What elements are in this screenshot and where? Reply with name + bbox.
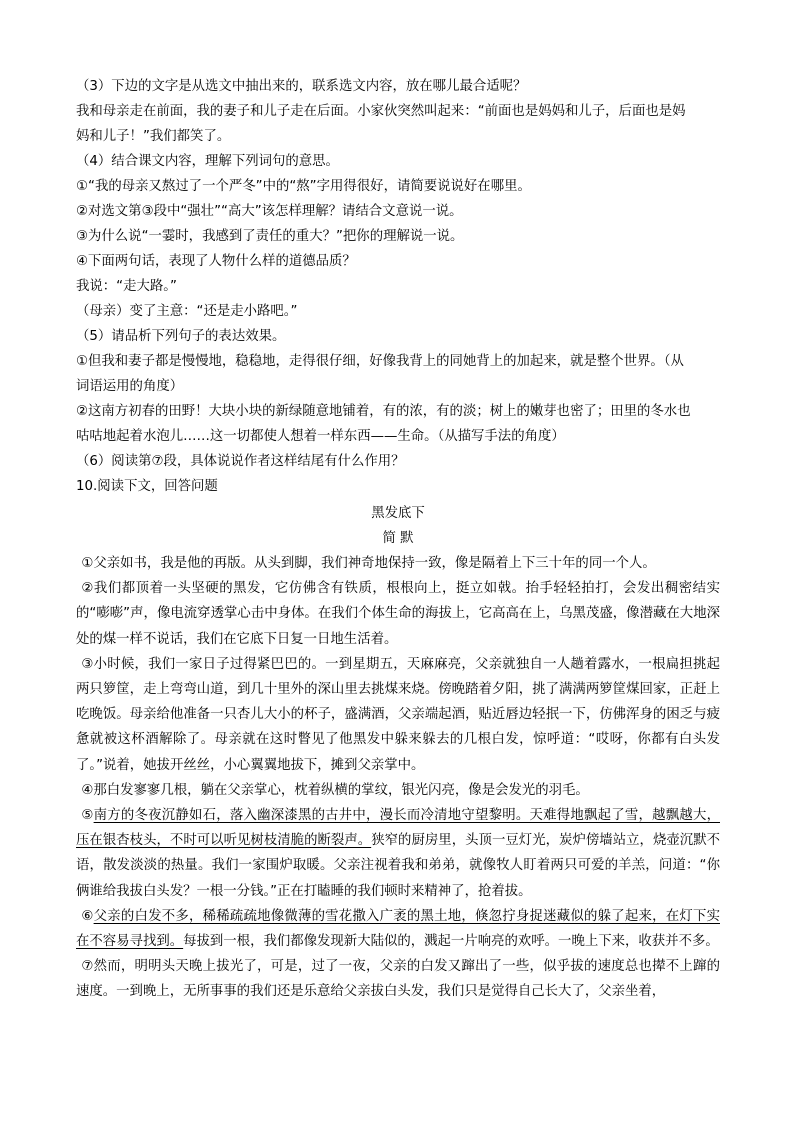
question-line: ②对选文第③段中“强壮”“高大”该怎样理解？请结合文意说一说。 bbox=[76, 204, 463, 219]
question-line: ③为什么说“一霎时，我感到了责任的重大？”把你的理解说一说。 bbox=[76, 229, 464, 244]
question-line: （4）结合课文内容，理解下列词句的意思。 bbox=[76, 154, 339, 169]
article-paragraph-1: ①父亲如书，我是他的再版。从头到脚，我们神奇地保持一致，像是隔着上下三十年的同一个人。 bbox=[81, 556, 656, 571]
article-paragraph-2: ②我们都顶着一头坚硬的黑发，它仿佛含有铁质，根根向上，挺立如戟。抬手轻轻拍打，会发出稠密结实的“嘭嘭”声，像电流穿透掌心击中身体。在我们个体生命的海拔上，它高高在上，乌黑茂盛，像潜藏在大地深处的煤一样不说话，我们在它底下日复一日地生活着。 bbox=[76, 581, 720, 647]
question-line: （5）请品析下列句子的表达效果。 bbox=[76, 329, 286, 344]
question-line: （3）下边的文字是从选文中抽出来的，联系选文内容，放在哪儿最合适呢？ bbox=[76, 79, 527, 94]
question-line: （6）阅读第⑦段，具体说说作者这样结尾有什么作用？ bbox=[76, 454, 405, 469]
question-line: 词语运用的角度） bbox=[76, 379, 184, 394]
question-line: 我和母亲走在前面，我的妻子和儿子走在后面。小家伙突然叫起来：“前面也是妈妈和儿子，后面也是妈 bbox=[76, 104, 686, 119]
question-line: （母亲）变了主意：“还是走小路吧。” bbox=[76, 304, 298, 319]
question-line: ④下面两句话，表现了人物什么样的道德品质？ bbox=[76, 254, 356, 269]
question-line: 我说：“走大路。” bbox=[76, 279, 177, 294]
article-paragraph-3: ③小时候，我们一家日子过得紧巴巴的。一到星期五，天麻麻亮，父亲就独自一人趟着露水，一根扁担挑起两只箩筐，走上弯弯山道，到几十里外的深山里去挑煤来烧。傍晚踏着夕阳，挑了满满两箩筐煤回家，正赶上吃晚饭。母亲给他准备一只杏儿大小的杯子，盛满酒，父亲端起酒，贴近唇边轻抿一下，仿佛浑身的困乏与疲惫就被这杯酒解除了。母亲就在这时瞥见了他黑发中躲来躲去的几根白发，惊呼道：“哎呀，你都有白头发了。”说着，她拔开丝丝，小心翼翼地拔下，摊到父亲掌中。 bbox=[76, 656, 720, 773]
underlined-sentence-5: 南方的冬夜沉静如石，落入幽深漆黑的古井中，漫长而冷清地守望黎明。天难得地飘起了雪，越飘越大，压在银杏枝头，不时可以听见树枝清脆的断裂声。 bbox=[76, 808, 720, 849]
question-line: 10.阅读下文，回答问题 bbox=[76, 479, 218, 494]
paragraph-number: ⑥ bbox=[81, 908, 94, 924]
question-line: ①但我和妻子都是慢慢地，稳稳地，走得很仔细，好像我背上的同她背上的加起来，就是整个世界。（从 bbox=[76, 354, 684, 369]
question-line: 咕咕地起着水泡儿……这一切都使人想着一样东西——生命。（从描写手法的角度） bbox=[76, 429, 565, 444]
question-line: 妈和儿子！”我们都笑了。 bbox=[76, 129, 231, 144]
article-paragraph-5 bbox=[76, 803, 720, 904]
question-list bbox=[76, 74, 720, 499]
document-page bbox=[76, 74, 720, 1005]
question-line: ②这南方初春的田野！大块小块的新绿随意地铺着，有的浓，有的淡；树上的嫩芽也密了；田里的冬水也 bbox=[76, 404, 691, 419]
paragraph-5-rest: 狭窄的厨房里，头顶一豆灯光，炭炉傍墙站立，烧壶沉默不语，散发淡淡的热量。我们一家围炉取暖。父亲注视着我和弟弟，就像牧人盯着两只可爱的羊羔，问道：“你俩谁给我拔白头发？一根一分钱。”正在打瞌睡的我们顿时来精神了，抢着拔。 bbox=[76, 833, 721, 899]
paragraph-6-rest: 每拔到一根，我们都像发现新大陆似的，溅起一片响亮的欢呼。一晚上下来，收获并不多。 bbox=[183, 934, 719, 950]
article-author: 简 默 bbox=[382, 531, 414, 546]
paragraph-number: ⑤ bbox=[81, 808, 94, 824]
article-paragraph-7: ⑦然而，明明头天晚上拔光了，可是，过了一夜，父亲的白发又蹿出了一些，似乎拔的速度总也撵不上蹿的速度。一到晚上，无所事事的我们还是乐意给父亲拔白头发，我们只是觉得自己长大了，父亲坐着， bbox=[76, 959, 720, 1000]
article-paragraph-6 bbox=[76, 904, 720, 954]
article-title: 黑发底下 bbox=[371, 506, 425, 521]
article-paragraph-4: ④那白发寥寥几根，躺在父亲掌心，枕着纵横的掌纹，银光闪亮，像是会发光的羽毛。 bbox=[81, 782, 589, 798]
underlined-sentence-6: 父亲的白发不多，稀稀疏疏地像微薄的雪花撒入广袤的黑土地，倏忽拧身捉迷藏似的躲了起来，在灯下实在不容易寻找到。 bbox=[76, 908, 720, 950]
question-line: ①“我的母亲又熬过了一个严冬”中的“熬”字用得很好，请简要说说好在哪里。 bbox=[76, 179, 531, 194]
